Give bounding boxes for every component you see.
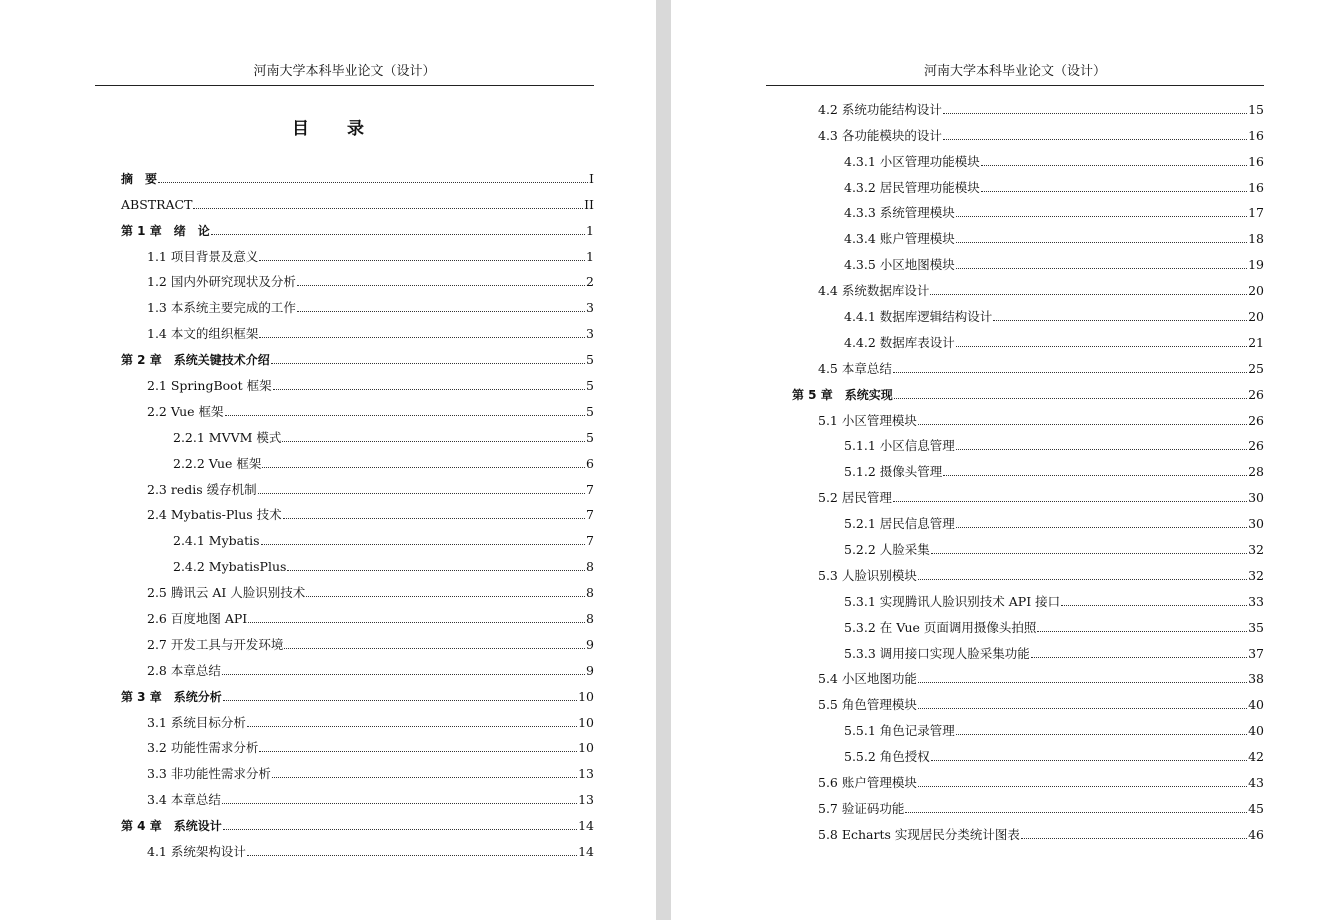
toc-entry[interactable]: [792, 272, 1264, 298]
toc-entry[interactable]: [792, 246, 1264, 272]
toc-entry-label: 第 1 章 绪 论: [121, 223, 210, 238]
toc-entry-label: 5.2 居民管理: [818, 490, 892, 506]
toc-leader-dots: [1061, 605, 1247, 606]
toc-leader-dots: [282, 441, 585, 442]
toc-entry[interactable]: [792, 661, 1264, 687]
toc-entry[interactable]: [792, 635, 1264, 661]
toc-leader-dots: [930, 294, 1247, 295]
toc-entry-label: 2.6 百度地图 API: [147, 611, 248, 627]
toc-entry[interactable]: [792, 324, 1264, 350]
toc-leader-dots: [248, 622, 585, 623]
toc-leader-dots: [956, 268, 1247, 269]
toc-entry-label: 2.8 本章总结: [147, 662, 221, 678]
toc-entry[interactable]: [121, 445, 594, 471]
toc-entry-label: 4.5 本章总结: [818, 360, 892, 376]
toc-leader-dots: [1021, 838, 1247, 839]
toc-entry-page: 42: [1248, 749, 1264, 765]
toc-entry-label: 4.4.1 数据库逻辑结构设计: [844, 309, 993, 325]
toc-entry[interactable]: [121, 833, 594, 859]
toc-entry-page: 16: [1248, 153, 1264, 169]
toc-entry[interactable]: [121, 755, 594, 781]
toc-entry-page: II: [584, 196, 594, 212]
toc-entry[interactable]: [792, 428, 1264, 454]
toc-entry-label: 5.3.3 调用接口实现人脸采集功能: [844, 645, 1030, 661]
toc-leader-dots: [158, 182, 588, 183]
toc-entry[interactable]: [121, 186, 594, 212]
toc-entry-label: 5.8 Echarts 实现居民分类统计图表: [818, 826, 1020, 842]
toc-entry-page: 32: [1248, 542, 1264, 558]
toc-leader-dots: [283, 518, 585, 519]
toc-entry-page: 5: [586, 378, 594, 394]
toc-entry-label: 4.3.1 小区管理功能模块: [844, 153, 980, 169]
toc-leader-dots: [918, 786, 1247, 787]
toc-entry[interactable]: [792, 531, 1264, 557]
toc-entry-label: 5.4 小区地图功能: [818, 671, 917, 687]
toc-entry-page: 40: [1248, 723, 1264, 739]
toc-entry-label: 2.2.1 MVVM 模式: [173, 429, 282, 445]
toc-entry-page: 25: [1248, 360, 1264, 376]
toc-leader-dots: [943, 113, 1247, 114]
toc-entry-page: 7: [586, 533, 594, 549]
toc-entry[interactable]: [121, 574, 594, 600]
toc-leader-dots: [943, 139, 1247, 140]
toc-entry-page: 16: [1248, 127, 1264, 143]
toc-entry-page: 10: [578, 714, 594, 730]
toc-entry-page: 8: [586, 585, 594, 601]
toc-entry-label: 4.4 系统数据库设计: [818, 283, 930, 299]
toc-entry-page: 13: [578, 792, 594, 808]
toc-entry-label: 5.5.1 角色记录管理: [844, 723, 955, 739]
toc-entry-label: 2.1 SpringBoot 框架: [147, 378, 272, 394]
toc-leader-dots: [1037, 631, 1247, 632]
toc-entry[interactable]: [121, 548, 594, 574]
toc-entry-label: 5.1.2 摄像头管理: [844, 464, 943, 480]
toc-entry[interactable]: [121, 522, 594, 548]
toc-entry-page: 5: [586, 352, 594, 368]
toc-list-right: [792, 91, 1264, 842]
toc-entry-label: 5.5 角色管理模块: [818, 697, 917, 713]
toc-leader-dots: [918, 579, 1247, 580]
toc-entry-label: 4.4.2 数据库表设计: [844, 334, 955, 350]
toc-leader-dots: [956, 527, 1247, 528]
toc-entry[interactable]: [121, 600, 594, 626]
toc-leader-dots: [273, 389, 585, 390]
toc-entry-page: 10: [578, 688, 594, 704]
toc-entry[interactable]: [121, 341, 594, 367]
toc-leader-dots: [287, 570, 585, 571]
toc-entry-page: 3: [586, 300, 594, 316]
left-page: [0, 0, 656, 920]
toc-leader-dots: [918, 424, 1247, 425]
toc-entry[interactable]: [121, 704, 594, 730]
toc-leader-dots: [193, 208, 583, 209]
toc-entry-page: 3: [586, 326, 594, 342]
toc-leader-dots: [931, 760, 1247, 761]
toc-entry-label: 1.2 国内外研究现状及分析: [147, 274, 296, 290]
toc-entry-page: 32: [1248, 567, 1264, 583]
toc-leader-dots: [956, 449, 1247, 450]
toc-entry[interactable]: [792, 738, 1264, 764]
toc-entry-page: 10: [578, 740, 594, 756]
toc-entry[interactable]: [792, 479, 1264, 505]
toc-leader-dots: [297, 311, 585, 312]
toc-leader-dots: [259, 751, 577, 752]
toc-leader-dots: [905, 812, 1247, 813]
toc-entry[interactable]: [792, 220, 1264, 246]
toc-entry[interactable]: [121, 160, 594, 186]
toc-entry-page: 16: [1248, 179, 1264, 195]
toc-entry[interactable]: [792, 609, 1264, 635]
toc-entry[interactable]: [121, 678, 594, 704]
toc-entry-page: 30: [1248, 490, 1264, 506]
toc-entry-label: 2.7 开发工具与开发环境: [147, 636, 284, 652]
toc-entry-label: 5.3.2 在 Vue 页面调用摄像头拍照: [844, 619, 1037, 635]
toc-leader-dots: [981, 165, 1247, 166]
toc-entry-page: 28: [1248, 464, 1264, 480]
toc-entry[interactable]: [792, 816, 1264, 842]
toc-entry[interactable]: [121, 807, 594, 833]
toc-entry[interactable]: [792, 169, 1264, 195]
toc-leader-dots: [993, 320, 1247, 321]
toc-entry-label: 4.3 各功能模块的设计: [818, 127, 942, 143]
toc-entry-label: 5.5.2 角色授权: [844, 749, 930, 765]
toc-leader-dots: [262, 467, 585, 468]
toc-entry-page: 5: [586, 403, 594, 419]
toc-entry-page: 20: [1248, 309, 1264, 325]
toc-leader-dots: [943, 475, 1247, 476]
toc-leader-dots: [259, 337, 585, 338]
toc-entry[interactable]: [792, 764, 1264, 790]
toc-entry-page: 17: [1248, 205, 1264, 221]
toc-entry[interactable]: [121, 471, 594, 497]
page-header: 河南大学本科毕业论文（设计）: [766, 60, 1264, 86]
toc-leader-dots: [258, 493, 585, 494]
toc-entry[interactable]: [792, 195, 1264, 221]
toc-leader-dots: [297, 285, 585, 286]
toc-leader-dots: [261, 544, 586, 545]
toc-entry[interactable]: [121, 289, 594, 315]
toc-entry-page: 40: [1248, 697, 1264, 713]
toc-entry-page: 43: [1248, 775, 1264, 791]
toc-entry[interactable]: [792, 143, 1264, 169]
toc-entry-page: 1: [586, 222, 594, 238]
toc-entry-label: 3.4 本章总结: [147, 792, 221, 808]
toc-entry[interactable]: [121, 315, 594, 341]
toc-entry[interactable]: [792, 91, 1264, 117]
toc-entry-label: 5.1.1 小区信息管理: [844, 438, 955, 454]
toc-leader-dots: [918, 682, 1247, 683]
toc-entry-label: 4.3.5 小区地图模块: [844, 257, 955, 273]
toc-entry-label: ABSTRACT: [121, 196, 193, 212]
toc-entry-label: 3.2 功能性需求分析: [147, 740, 259, 756]
toc-entry-page: 8: [586, 559, 594, 575]
toc-entry-page: 45: [1248, 800, 1264, 816]
toc-leader-dots: [247, 726, 577, 727]
toc-entry-label: 1.1 项目背景及意义: [147, 248, 259, 264]
toc-entry-label: 2.3 redis 缓存机制: [147, 481, 257, 497]
toc-entry[interactable]: [121, 367, 594, 393]
toc-entry-page: 5: [586, 429, 594, 445]
toc-leader-dots: [259, 260, 585, 261]
toc-entry-page: 35: [1248, 619, 1264, 635]
toc-entry-label: 3.1 系统目标分析: [147, 714, 246, 730]
toc-entry[interactable]: [792, 402, 1264, 428]
toc-leader-dots: [931, 553, 1247, 554]
right-page: [671, 0, 1326, 920]
toc-entry-page: 13: [578, 766, 594, 782]
toc-entry-page: 2: [586, 274, 594, 290]
toc-entry-label: 2.5 腾讯云 AI 人脸识别技术: [147, 585, 306, 601]
toc-leader-dots: [223, 829, 577, 830]
toc-entry[interactable]: [121, 626, 594, 652]
toc-entry-label: 2.4.2 MybatisPlus: [173, 559, 287, 575]
toc-entry[interactable]: [121, 781, 594, 807]
toc-entry-label: 3.3 非功能性需求分析: [147, 766, 271, 782]
toc-entry-page: 7: [586, 481, 594, 497]
toc-entry-label: 5.6 账户管理模块: [818, 775, 917, 791]
toc-leader-dots: [956, 734, 1247, 735]
toc-entry-page: 19: [1248, 257, 1264, 273]
toc-entry-label: 4.3.2 居民管理功能模块: [844, 179, 980, 195]
toc-entry[interactable]: [121, 419, 594, 445]
toc-leader-dots: [225, 415, 586, 416]
toc-leader-dots: [956, 346, 1247, 347]
toc-entry-page: I: [589, 170, 594, 186]
toc-entry-label: 5.3 人脸识别模块: [818, 567, 917, 583]
toc-entry[interactable]: [792, 557, 1264, 583]
toc-entry[interactable]: [121, 730, 594, 756]
toc-entry[interactable]: [792, 350, 1264, 376]
toc-entry-label: 5.2.1 居民信息管理: [844, 516, 955, 532]
toc-entry-label: 第 3 章 系统分析: [121, 689, 222, 704]
toc-leader-dots: [247, 855, 577, 856]
toc-entry-page: 14: [578, 818, 594, 834]
toc-entry[interactable]: [121, 652, 594, 678]
toc-entry[interactable]: [792, 453, 1264, 479]
toc-entry-label: 1.4 本文的组织框架: [147, 326, 259, 342]
toc-leader-dots: [956, 242, 1247, 243]
page-header: 河南大学本科毕业论文（设计）: [95, 60, 594, 86]
toc-leader-dots: [1031, 657, 1247, 658]
toc-title: 目 录: [292, 119, 380, 139]
toc-entry-page: 20: [1248, 283, 1264, 299]
toc-entry[interactable]: [121, 393, 594, 419]
toc-entry[interactable]: [792, 790, 1264, 816]
toc-entry-page: 21: [1248, 334, 1264, 350]
toc-entry[interactable]: [792, 298, 1264, 324]
toc-entry-page: 6: [586, 455, 594, 471]
toc-entry-page: 30: [1248, 516, 1264, 532]
toc-entry-page: 9: [586, 662, 594, 678]
toc-entry-label: 5.3.1 实现腾讯人脸识别技术 API 接口: [844, 593, 1061, 609]
toc-list-left: [121, 160, 594, 859]
toc-entry-page: 37: [1248, 645, 1264, 661]
toc-entry-label: 2.4.1 Mybatis: [173, 533, 260, 549]
toc-entry[interactable]: [792, 505, 1264, 531]
toc-entry[interactable]: [121, 497, 594, 523]
toc-entry-label: 4.3.4 账户管理模块: [844, 231, 955, 247]
toc-entry-page: 26: [1248, 438, 1264, 454]
toc-entry-label: 摘 要: [121, 171, 158, 186]
toc-leader-dots: [272, 777, 577, 778]
toc-entry-label: 5.7 验证码功能: [818, 800, 905, 816]
toc-entry-page: 33: [1248, 593, 1264, 609]
toc-leader-dots: [981, 191, 1247, 192]
toc-entry-page: 14: [578, 844, 594, 860]
toc-leader-dots: [271, 363, 585, 364]
toc-leader-dots: [956, 216, 1247, 217]
toc-entry-page: 26: [1248, 412, 1264, 428]
toc-leader-dots: [222, 803, 577, 804]
toc-entry[interactable]: [121, 238, 594, 264]
toc-leader-dots: [893, 501, 1247, 502]
toc-entry-label: 2.2.2 Vue 框架: [173, 455, 262, 471]
toc-leader-dots: [893, 372, 1247, 373]
toc-leader-dots: [222, 674, 585, 675]
toc-leader-dots: [918, 708, 1247, 709]
toc-entry-label: 第 2 章 系统关键技术介绍: [121, 353, 270, 368]
toc-entry-label: 5.1 小区管理模块: [818, 412, 917, 428]
toc-entry-page: 38: [1248, 671, 1264, 687]
toc-entry[interactable]: [792, 712, 1264, 738]
toc-entry[interactable]: [792, 376, 1264, 402]
toc-entry-label: 2.4 Mybatis-Plus 技术: [147, 507, 282, 523]
toc-entry[interactable]: [792, 686, 1264, 712]
toc-leader-dots: [894, 398, 1247, 399]
toc-leader-dots: [223, 700, 577, 701]
toc-entry-label: 4.3.3 系统管理模块: [844, 205, 955, 221]
toc-entry-page: 9: [586, 636, 594, 652]
toc-entry-page: 26: [1248, 386, 1264, 402]
toc-entry-page: 1: [586, 248, 594, 264]
toc-entry[interactable]: [121, 212, 594, 238]
toc-entry-label: 第 4 章 系统设计: [121, 819, 222, 834]
toc-entry[interactable]: [792, 583, 1264, 609]
toc-leader-dots: [284, 648, 585, 649]
toc-entry-label: 1.3 本系统主要完成的工作: [147, 300, 296, 316]
toc-entry-page: 18: [1248, 231, 1264, 247]
toc-entry-page: 46: [1248, 826, 1264, 842]
toc-entry-label: 4.1 系统架构设计: [147, 844, 246, 860]
toc-entry-label: 4.2 系统功能结构设计: [818, 101, 942, 117]
toc-entry[interactable]: [121, 264, 594, 290]
toc-leader-dots: [211, 234, 585, 235]
toc-entry-label: 第 5 章 系统实现: [792, 387, 893, 402]
toc-entry[interactable]: [792, 117, 1264, 143]
toc-entry-page: 8: [586, 611, 594, 627]
toc-leader-dots: [306, 596, 585, 597]
toc-entry-label: 5.2.2 人脸采集: [844, 542, 930, 558]
toc-entry-label: 2.2 Vue 框架: [147, 403, 224, 419]
toc-entry-page: 15: [1248, 101, 1264, 117]
toc-entry-page: 7: [586, 507, 594, 523]
